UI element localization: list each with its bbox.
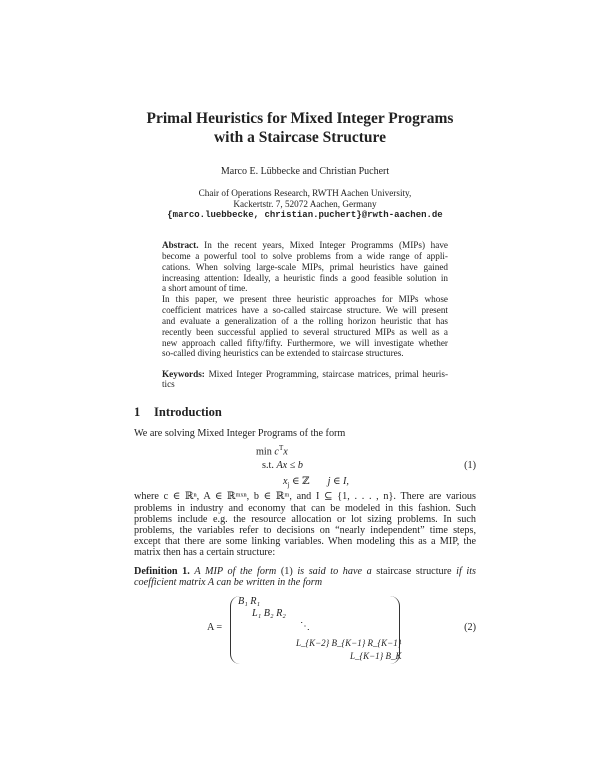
definition-text: A MIP of the form (194, 566, 277, 577)
affiliation-line-2: Kackertstr. 7, 52072 Aachen, Germany (233, 199, 377, 209)
eq2-lhs: A = (207, 622, 223, 633)
abstract-line: new approach called fifty/fifty. Furthermore, we will investigate whether (162, 338, 448, 348)
intro-paragraph-line: where c ∈ ℝⁿ, A ∈ ℝᵐˣⁿ, b ∈ ℝᵐ, and I ⊆ {1, . . . , n}. There are various (134, 491, 476, 502)
definition-text: if its (456, 566, 476, 577)
definition-eq-ref: (1) (280, 566, 293, 577)
eq1-c: c (274, 446, 279, 458)
intro-paragraph-line: matrix then has a certain structure: (134, 547, 276, 558)
eq1-xj: x (283, 476, 288, 487)
definition-term: staircase structure (376, 566, 452, 577)
definition-label: Definition 1. (134, 566, 190, 577)
keywords-line (162, 369, 448, 379)
eq1-min: min (256, 446, 272, 458)
eq1-index-set: j ∈ I, (327, 476, 349, 487)
paper-title-line-1: Primal Heuristics for Mixed Integer Programs (146, 110, 454, 127)
eq2-matrix (230, 596, 400, 666)
intro-paragraph-line: except that there are some linking variables. When modeling this as a MIP, the (134, 536, 476, 547)
eq1-number: (1) (464, 460, 476, 471)
intro-paragraph-line: problems, the variables refer to decisions on “nearly independent” time steps, (134, 525, 476, 536)
eq1-objective (256, 444, 288, 457)
eq1-subscript: j (287, 481, 290, 490)
matrix-row: L₁ B₂ R₂ (252, 608, 286, 619)
authors: Marco E. Lübbecke and Christian Puchert (220, 166, 390, 177)
email: {marco.luebbecke, christian.puchert}@rwth-aachen.de (167, 210, 443, 220)
abstract-line: coefficient matrices have a so-called staircase structure. We will present (162, 305, 448, 315)
section-title: Introduction (154, 405, 222, 419)
eq2-number: (2) (464, 622, 476, 633)
abstract-line: In this paper, we present three heuristic approaches for MIPs whose (162, 294, 448, 304)
eq1-integrality (283, 476, 349, 489)
eq1-constraint (262, 460, 303, 471)
eq1-ax-le-b: Ax ≤ b (276, 460, 303, 471)
keywords-label: Keywords: (162, 369, 205, 379)
matrix-row: L_{K−2} B_{K−1} R_{K−1} (296, 638, 402, 648)
section-number: 1 (134, 405, 141, 419)
affiliation-line-1: Chair of Operations Research, RWTH Aachen University, (198, 188, 412, 198)
eq1-st: s.t. (262, 460, 274, 471)
abstract-line: so-called diving heuristics can be extended to staircase structures. (162, 348, 404, 358)
abstract-line (162, 240, 448, 250)
keywords-text: Mixed Integer Programming, staircase matrices, primal heuris- (208, 369, 448, 379)
matrix-dots: ⋱ (300, 621, 311, 632)
intro-paragraph-line: problems in industry and economy that can be modeled in this fashion. Such (134, 503, 476, 514)
abstract-label: Abstract. (162, 240, 199, 250)
keywords-line: tics (162, 379, 175, 389)
eq1-in-z: ∈ ℤ (292, 476, 310, 487)
abstract-line: become a powerful tool to solve problems from a wide range of appli- (162, 251, 448, 261)
eq1-transpose: T (278, 444, 284, 452)
abstract-line: a short amount of time. (162, 283, 248, 293)
abstract-line: cations. When solving large-scale MIPs, primal heuristics have gained (162, 262, 448, 272)
intro-paragraph-line: problems include e.g. the resource allocation or lot sizing problems. In such (134, 514, 476, 525)
paper-title-line-2: with a Staircase Structure (213, 129, 387, 146)
eq1-x: x (283, 446, 288, 458)
matrix-row: B₁ R₁ (238, 596, 261, 607)
section-heading (134, 405, 222, 420)
abstract-line: increasing attention: Ideally, a heuristic finds a good feasible solution in (162, 273, 448, 283)
abstract-text: In the recent years, Mixed Integer Programms (MIPs) have (204, 240, 448, 250)
abstract-line: and evaluate a generalization of a the rolling horizon heuristic that has (162, 316, 448, 326)
matrix-row: L_{K−1} B_K (350, 651, 402, 661)
definition-text: is said to have a (297, 566, 372, 577)
intro-paragraph-line: We are solving Mixed Integer Programs of the form (134, 428, 346, 439)
abstract-line: recently been successful applied to several structured MIPs as well as a (162, 327, 448, 337)
definition-line (134, 566, 476, 577)
definition-line: coefficient matrix A can be written in the form (134, 577, 323, 588)
